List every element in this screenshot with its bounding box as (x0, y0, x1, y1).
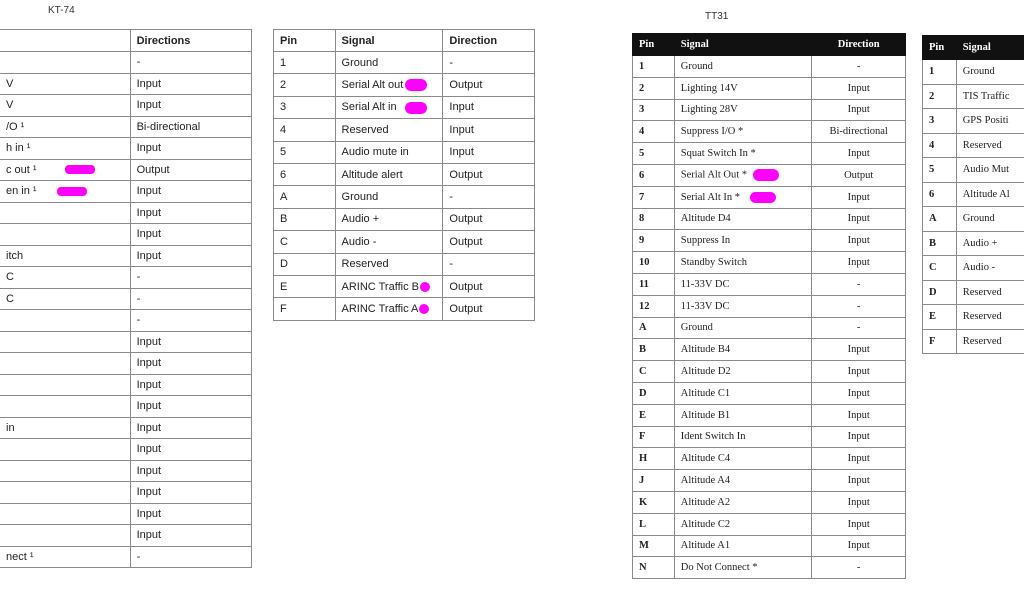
signal-cell: Altitude B1 (674, 404, 812, 426)
signal-cell: Serial Alt out (335, 74, 443, 96)
pin-cell: D (274, 253, 336, 275)
table-row (0, 138, 252, 160)
pin-cell: 1 (923, 60, 957, 85)
table-row (0, 439, 252, 461)
pin-cell: C (923, 256, 957, 281)
pin-cell: 6 (923, 182, 957, 207)
table-row (0, 374, 252, 396)
kt74-left-header-signal (0, 30, 130, 52)
signal-cell: Audio Mut (956, 158, 1024, 183)
table-row (274, 119, 535, 141)
signal-cell: Altitude D4 (674, 208, 812, 230)
direction-cell: Input (812, 404, 906, 426)
table-row (633, 557, 906, 579)
signal-cell: Audio - (335, 231, 443, 253)
signal-cell: V (0, 73, 130, 95)
pin-cell: 4 (923, 133, 957, 158)
signal-cell (0, 460, 130, 482)
signal-cell: Ident Switch In (674, 426, 812, 448)
table-row (923, 158, 1024, 183)
kt74-header-signal: Signal (335, 30, 443, 52)
signal-cell: Ground (956, 207, 1024, 232)
table-row (0, 525, 252, 547)
direction-cell: Input (130, 202, 251, 224)
pin-cell: 3 (274, 96, 336, 118)
signal-cell: Altitude C1 (674, 382, 812, 404)
direction-cell: - (130, 546, 251, 568)
tt31-title: TT31 (705, 11, 729, 22)
table-row (923, 109, 1024, 134)
signal-cell (0, 52, 130, 74)
tt31-right-header-pin: Pin (923, 36, 957, 60)
signal-cell: Suppress In (674, 230, 812, 252)
highlight-mark (405, 102, 427, 114)
table-row (633, 295, 906, 317)
table-row (633, 535, 906, 557)
table-row (0, 482, 252, 504)
table-row (0, 202, 252, 224)
highlight-mark (753, 169, 779, 181)
highlight-mark (57, 187, 87, 196)
signal-cell (0, 482, 130, 504)
signal-cell (0, 353, 130, 375)
table-row (923, 305, 1024, 330)
highlight-mark (405, 79, 427, 91)
pin-cell: 2 (923, 84, 957, 109)
table-row (0, 52, 252, 74)
highlight-mark (419, 304, 429, 314)
pin-cell: 6 (633, 164, 675, 186)
signal-cell: Do Not Connect * (674, 557, 812, 579)
table-row (633, 99, 906, 121)
pin-cell: F (274, 298, 336, 320)
table-row (633, 252, 906, 274)
direction-cell: - (130, 52, 251, 74)
table-row (633, 164, 906, 186)
pin-cell: C (274, 231, 336, 253)
pin-cell: 5 (274, 141, 336, 163)
direction-cell: - (812, 56, 906, 78)
pin-cell: 2 (274, 74, 336, 96)
table-row (274, 298, 535, 320)
pin-cell: N (633, 557, 675, 579)
table-row (0, 417, 252, 439)
direction-cell: Input (812, 99, 906, 121)
direction-cell: - (443, 253, 535, 275)
direction-cell: Input (812, 513, 906, 535)
signal-cell: nect ¹ (0, 546, 130, 568)
table-row (274, 275, 535, 297)
table-row (923, 133, 1024, 158)
pin-cell: E (923, 305, 957, 330)
table-row (633, 317, 906, 339)
table-row (0, 353, 252, 375)
tt31-pin-table (632, 33, 906, 579)
signal-cell: ARINC Traffic A (335, 298, 443, 320)
table-row (0, 245, 252, 267)
highlight-mark (420, 282, 430, 292)
kt74-title: KT-74 (48, 5, 75, 16)
direction-cell: Input (443, 141, 535, 163)
pin-cell: B (274, 208, 336, 230)
table-row (633, 56, 906, 78)
table-row (274, 253, 535, 275)
table-row (633, 186, 906, 208)
direction-cell: Input (812, 491, 906, 513)
kt74-header-pin: Pin (274, 30, 336, 52)
table-row (633, 448, 906, 470)
direction-cell: Input (812, 230, 906, 252)
direction-cell: Input (130, 224, 251, 246)
table-row (0, 331, 252, 353)
table-row (0, 181, 252, 203)
signal-cell (0, 202, 130, 224)
table-row (274, 163, 535, 185)
table-row (274, 74, 535, 96)
direction-cell: Bi-directional (130, 116, 251, 138)
pin-cell: M (633, 535, 675, 557)
pin-cell: K (633, 491, 675, 513)
direction-cell: - (130, 310, 251, 332)
signal-cell: itch (0, 245, 130, 267)
direction-cell: Output (443, 231, 535, 253)
direction-cell: Output (443, 275, 535, 297)
table-row (923, 329, 1024, 354)
table-row (633, 513, 906, 535)
table-row (633, 143, 906, 165)
direction-cell: Input (812, 382, 906, 404)
signal-cell (0, 374, 130, 396)
direction-cell: Input (130, 374, 251, 396)
table-row (0, 116, 252, 138)
table-row (0, 159, 252, 181)
signal-cell (0, 224, 130, 246)
pin-cell: D (923, 280, 957, 305)
table-row (633, 339, 906, 361)
signal-cell (0, 503, 130, 525)
table-row (0, 95, 252, 117)
signal-cell: Standby Switch (674, 252, 812, 274)
signal-cell: Ground (335, 52, 443, 74)
direction-cell: Input (130, 245, 251, 267)
tt31-header-signal: Signal (674, 34, 812, 56)
signal-cell: en in ¹ (0, 181, 130, 203)
signal-cell: Altitude D2 (674, 361, 812, 383)
signal-cell (0, 310, 130, 332)
table-row (633, 273, 906, 295)
pin-cell: 12 (633, 295, 675, 317)
table-row (923, 207, 1024, 232)
pin-cell: 5 (633, 143, 675, 165)
direction-cell: - (812, 557, 906, 579)
pin-cell: 10 (633, 252, 675, 274)
kt74-header-direction: Direction (443, 30, 535, 52)
direction-cell: Input (130, 138, 251, 160)
signal-cell: C (0, 288, 130, 310)
table-row (923, 84, 1024, 109)
signal-cell: V (0, 95, 130, 117)
signal-cell: Reserved (335, 253, 443, 275)
direction-cell: - (443, 52, 535, 74)
direction-cell: Bi-directional (812, 121, 906, 143)
direction-cell: Input (812, 535, 906, 557)
table-row (633, 426, 906, 448)
table-row (274, 208, 535, 230)
pin-cell: L (633, 513, 675, 535)
direction-cell: Input (443, 119, 535, 141)
direction-cell: Output (812, 164, 906, 186)
signal-cell: Altitude A1 (674, 535, 812, 557)
direction-cell: Input (812, 143, 906, 165)
signal-cell: Squat Switch In * (674, 143, 812, 165)
table-row (923, 231, 1024, 256)
table-row (0, 73, 252, 95)
signal-cell (0, 331, 130, 353)
table-row (0, 267, 252, 289)
pin-cell: 5 (923, 158, 957, 183)
signal-cell: Audio - (956, 256, 1024, 281)
signal-cell: Lighting 14V (674, 77, 812, 99)
signal-cell: Ground (335, 186, 443, 208)
signal-cell: Altitude C2 (674, 513, 812, 535)
signal-cell: C (0, 267, 130, 289)
kt74-left-header-direction: Directions (130, 30, 251, 52)
direction-cell: Input (812, 77, 906, 99)
table-row (274, 52, 535, 74)
table-row (923, 280, 1024, 305)
highlight-mark (750, 192, 776, 203)
signal-cell: Audio + (335, 208, 443, 230)
direction-cell: - (812, 295, 906, 317)
direction-cell: Input (130, 482, 251, 504)
table-row (0, 546, 252, 568)
signal-cell: Altitude alert (335, 163, 443, 185)
signal-cell: Altitude B4 (674, 339, 812, 361)
table-row (0, 288, 252, 310)
signal-cell (0, 396, 130, 418)
signal-cell: Serial Alt Out * (674, 164, 812, 186)
pin-cell: B (923, 231, 957, 256)
signal-cell: c out ¹ (0, 159, 130, 181)
signal-cell: Reserved (956, 133, 1024, 158)
pin-cell: A (274, 186, 336, 208)
pin-cell: H (633, 448, 675, 470)
pin-cell: 1 (633, 56, 675, 78)
signal-cell: 11-33V DC (674, 273, 812, 295)
pin-cell: F (923, 329, 957, 354)
direction-cell: Input (812, 470, 906, 492)
table-row (633, 404, 906, 426)
table-row (274, 186, 535, 208)
pin-cell: 2 (633, 77, 675, 99)
direction-cell: Input (130, 73, 251, 95)
table-row (923, 60, 1024, 85)
direction-cell: Input (130, 417, 251, 439)
pin-cell: 4 (274, 119, 336, 141)
kt74-left-table (0, 29, 252, 568)
tt31-header-pin: Pin (633, 34, 675, 56)
pin-cell: 7 (633, 186, 675, 208)
signal-cell: Reserved (956, 305, 1024, 330)
signal-cell (0, 439, 130, 461)
table-row (274, 96, 535, 118)
pin-cell: 4 (633, 121, 675, 143)
table-row (923, 182, 1024, 207)
direction-cell: Input (812, 448, 906, 470)
direction-cell: - (812, 273, 906, 295)
signal-cell: h in ¹ (0, 138, 130, 160)
direction-cell: Input (443, 96, 535, 118)
table-row (0, 310, 252, 332)
signal-cell: ARINC Traffic B (335, 275, 443, 297)
signal-cell: TIS Traffic (956, 84, 1024, 109)
highlight-mark (65, 165, 95, 174)
direction-cell: Input (130, 460, 251, 482)
tt31-header-direction: Direction (812, 34, 906, 56)
signal-cell: Ground (674, 317, 812, 339)
pin-cell: 3 (923, 109, 957, 134)
pin-cell: 8 (633, 208, 675, 230)
pin-cell: F (633, 426, 675, 448)
signal-cell: 11-33V DC (674, 295, 812, 317)
direction-cell: - (812, 317, 906, 339)
signal-cell: Suppress I/O * (674, 121, 812, 143)
signal-cell: Lighting 28V (674, 99, 812, 121)
table-row (0, 396, 252, 418)
table-row (0, 460, 252, 482)
signal-cell: Serial Alt In * (674, 186, 812, 208)
pin-cell: A (923, 207, 957, 232)
signal-cell: Reserved (956, 280, 1024, 305)
pin-cell: J (633, 470, 675, 492)
direction-cell: Input (130, 181, 251, 203)
direction-cell: Input (812, 426, 906, 448)
table-row (633, 361, 906, 383)
signal-cell: Reserved (335, 119, 443, 141)
direction-cell: Input (130, 95, 251, 117)
table-row (633, 121, 906, 143)
direction-cell: Output (443, 74, 535, 96)
pin-cell: C (633, 361, 675, 383)
table-row (274, 231, 535, 253)
table-row (633, 77, 906, 99)
direction-cell: Output (443, 163, 535, 185)
table-row (633, 470, 906, 492)
pin-cell: B (633, 339, 675, 361)
signal-cell: Serial Alt in (335, 96, 443, 118)
signal-cell: Ground (956, 60, 1024, 85)
direction-cell: - (443, 186, 535, 208)
signal-cell: Altitude Al (956, 182, 1024, 207)
pin-cell: 9 (633, 230, 675, 252)
kt74-pin-table (273, 29, 535, 321)
table-row (633, 491, 906, 513)
direction-cell: Input (812, 208, 906, 230)
direction-cell: - (130, 288, 251, 310)
pin-cell: A (633, 317, 675, 339)
direction-cell: Input (130, 503, 251, 525)
table-row (274, 141, 535, 163)
signal-cell (0, 525, 130, 547)
direction-cell: Input (130, 396, 251, 418)
pin-cell: 3 (633, 99, 675, 121)
direction-cell: Output (443, 208, 535, 230)
table-row (923, 256, 1024, 281)
direction-cell: Output (130, 159, 251, 181)
pin-cell: E (274, 275, 336, 297)
tt31-connector-table (922, 35, 1024, 354)
signal-cell: Altitude A4 (674, 470, 812, 492)
direction-cell: Input (812, 186, 906, 208)
signal-cell: in (0, 417, 130, 439)
signal-cell: Ground (674, 56, 812, 78)
pin-cell: E (633, 404, 675, 426)
direction-cell: - (130, 267, 251, 289)
signal-cell: Altitude A2 (674, 491, 812, 513)
signal-cell: Reserved (956, 329, 1024, 354)
direction-cell: Input (130, 525, 251, 547)
table-row (633, 382, 906, 404)
direction-cell: Input (812, 361, 906, 383)
pin-cell: 11 (633, 273, 675, 295)
table-row (0, 224, 252, 246)
table-row (0, 503, 252, 525)
direction-cell: Input (130, 331, 251, 353)
direction-cell: Input (812, 339, 906, 361)
table-row (633, 208, 906, 230)
signal-cell: GPS Positi (956, 109, 1024, 134)
pin-cell: 6 (274, 163, 336, 185)
direction-cell: Output (443, 298, 535, 320)
tt31-right-header-signal: Signal (956, 36, 1024, 60)
direction-cell: Input (130, 439, 251, 461)
pin-cell: 1 (274, 52, 336, 74)
direction-cell: Input (130, 353, 251, 375)
direction-cell: Input (812, 252, 906, 274)
signal-cell: Audio + (956, 231, 1024, 256)
signal-cell: Altitude C4 (674, 448, 812, 470)
table-row (633, 230, 906, 252)
signal-cell: /O ¹ (0, 116, 130, 138)
signal-cell: Audio mute in (335, 141, 443, 163)
pin-cell: D (633, 382, 675, 404)
